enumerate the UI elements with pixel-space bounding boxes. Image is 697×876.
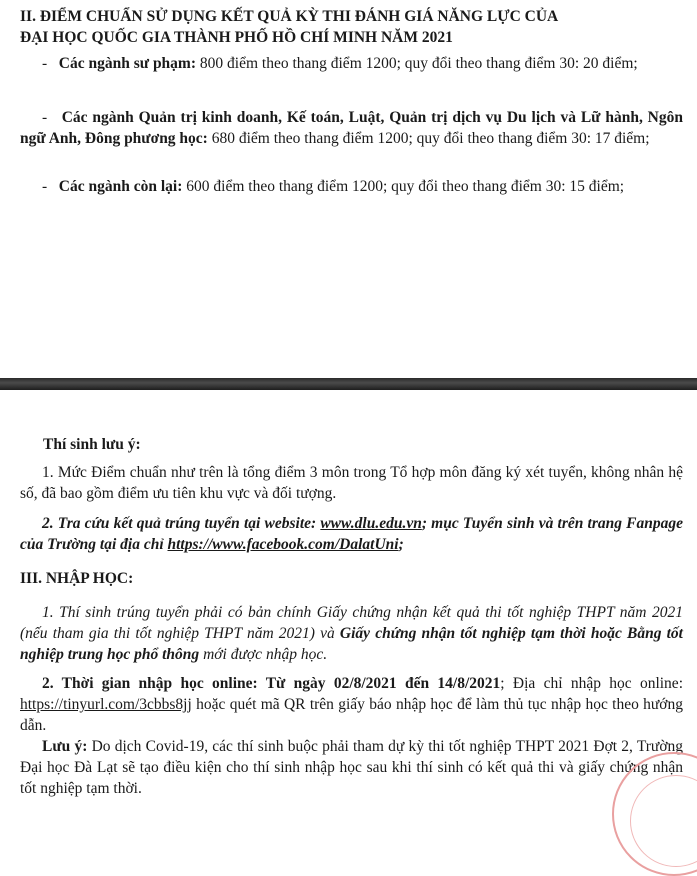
enroll-paragraph-2 xyxy=(20,673,683,736)
enroll-p2-b: hoặc quét mã QR trên giấy báo nhập học để làm thủ tục nhập học theo hướng dẫn. xyxy=(20,696,683,734)
item-text: 800 điểm theo thang điểm 1200; quy đổi theo thang điểm 30: 20 điểm; xyxy=(196,55,638,72)
section-2-title xyxy=(20,6,683,48)
enroll-p1-a: 1. Thí sinh trúng tuyển phải có bản chính Giấy chứng nhận kết quả thi tốt nghiệp THPT năm 2021 (nếu tham gia thi tốt nghiệp THPT năm 2021) và xyxy=(20,604,683,642)
tinyurl-link[interactable]: https://tinyurl.com/3cbbs8jj xyxy=(20,696,192,713)
enroll-p1-b: Giấy chứng nhận tốt nghiệp tạm thời hoặc Bằng tốt nghiệp trung học phổ thông xyxy=(20,625,683,663)
dlu-website-link[interactable]: www.dlu.edu.vn xyxy=(320,515,422,532)
item-text: 600 điểm theo thang điểm 1200; quy đổi theo thang điểm 30: 15 điểm; xyxy=(182,178,625,195)
item-text: 680 điểm theo thang điểm 1200; quy đổi theo thang điểm 30: 17 điểm; xyxy=(207,130,650,147)
item-label: Các ngành sư phạm: xyxy=(58,55,197,72)
enroll-p2-a: ; Địa chỉ nhập học online: xyxy=(500,675,683,692)
section-3-title: III. NHẬP HỌC: xyxy=(20,570,134,587)
enroll-paragraph-1 xyxy=(20,602,683,665)
notes-title: Thí sinh lưu ý: xyxy=(43,436,141,453)
item-label: Các ngành còn lại: xyxy=(58,178,183,195)
covid-note xyxy=(20,736,683,799)
covid-note-label: Lưu ý: xyxy=(42,738,88,755)
criteria-item-other xyxy=(20,176,683,197)
criteria-item-pedagogy xyxy=(20,53,683,74)
facebook-link[interactable]: https://www.facebook.com/DalatUni xyxy=(167,536,399,553)
criteria-item-business xyxy=(20,107,683,149)
page-section-top xyxy=(0,0,697,380)
note-1: 1. Mức Điểm chuẩn như trên là tổng điểm 3 môn trong Tổ hợp môn đăng ký xét tuyển, không nhân hệ số, đã bao gồm điểm ưu tiên khu vực và đối tượng. xyxy=(20,464,683,502)
item-dash: - xyxy=(42,109,48,126)
covid-note-text: Do dịch Covid-19, các thí sinh buộc phải tham dự kỳ thi tốt nghiệp THPT 2021 Đợt 2, Trường Đại học Đà Lạt sẽ tạo điều kiện cho thí sinh nhập học sau khi thí sinh có kết quả thi và giấy chứng nhận tốt nghiệp tạm thời. xyxy=(20,738,684,797)
page-divider xyxy=(0,378,697,390)
note-2-end: ; xyxy=(398,536,404,553)
note-2-mid: ; mục Tuyển sinh và trên trang Fanpage của Trường tại địa chỉ xyxy=(20,515,683,553)
enroll-p2-label: 2. Thời gian nhập học online: Từ ngày 02/8/2021 đến 14/8/2021 xyxy=(42,675,501,692)
page-section-bottom xyxy=(0,392,697,812)
section-2-title-line1: II. ĐIỂM CHUẨN SỬ DỤNG KẾT QUẢ KỲ THI ĐÁNH GIÁ NĂNG LỰC CỦA xyxy=(20,8,559,25)
note-2 xyxy=(20,513,683,555)
section-2-title-line2: ĐẠI HỌC QUỐC GIA THÀNH PHỐ HỒ CHÍ MINH NĂM 2021 xyxy=(20,29,453,46)
enroll-p1-c: mới được nhập học. xyxy=(199,646,328,663)
note-2-prefix: 2. Tra cứu kết quả trúng tuyển tại website: xyxy=(42,515,321,532)
item-label: Các ngành Quản trị kinh doanh, Kế toán, Luật, Quản trị dịch vụ Du lịch và Lữ hành, Ngôn ngữ Anh, Đông phương học: xyxy=(20,109,683,147)
item-dash: - xyxy=(42,55,48,72)
item-dash: - xyxy=(42,178,48,195)
